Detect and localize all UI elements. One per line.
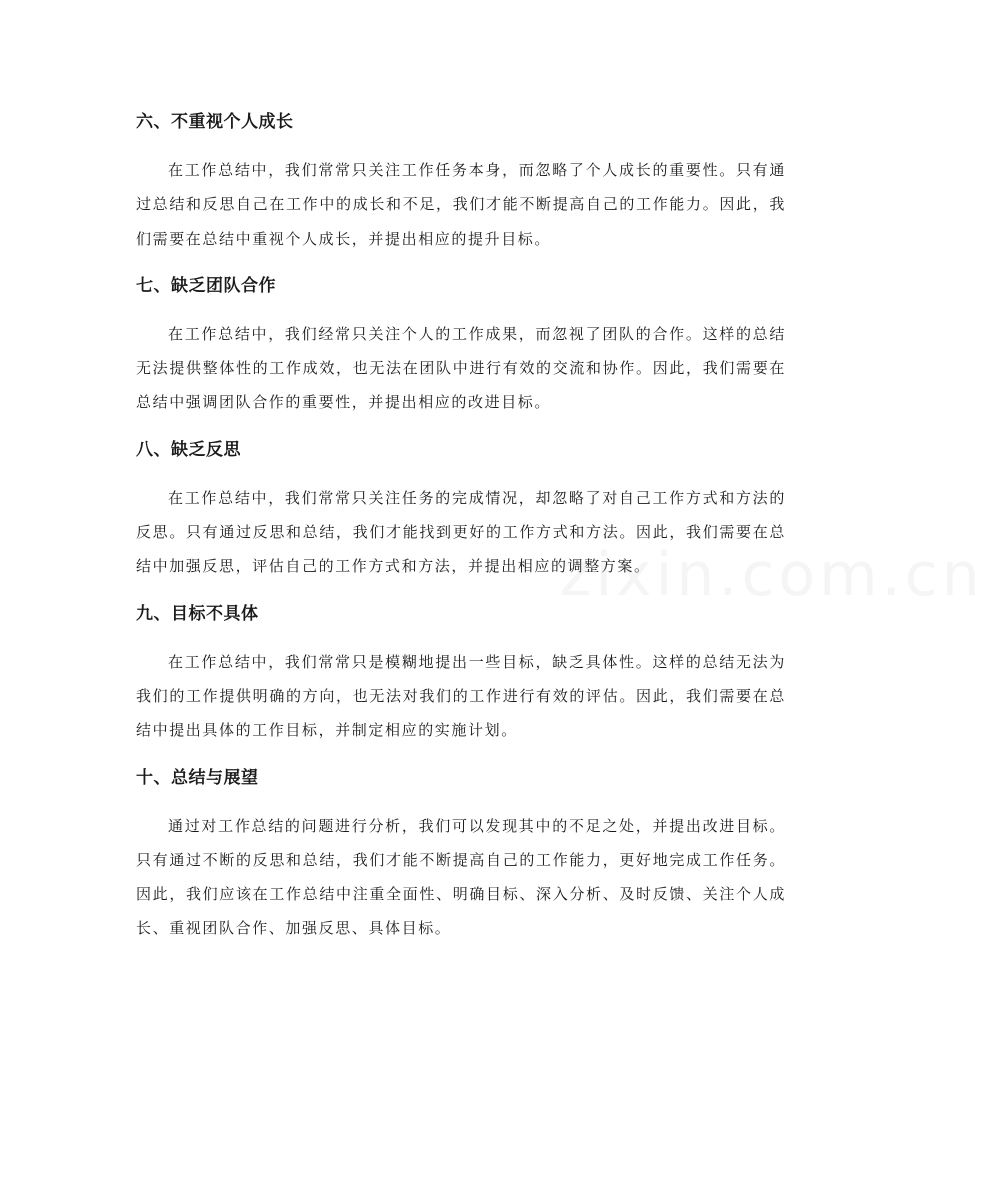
section-reflection xyxy=(136,432,786,584)
section-teamwork xyxy=(136,268,786,420)
section-paragraph: 在工作总结中，我们常常只关注任务的完成情况，却忽略了对自己工作方式和方法的反思。只有通过反思和总结，我们才能找到更好的工作方式和方法。因此，我们需要在总结中加强反思，评估自己的工作方式和方法，并提出相应的调整方案。 xyxy=(136,488,786,576)
section-paragraph: 在工作总结中，我们经常只关注个人的工作成果，而忽视了团队的合作。这样的总结无法提供整体性的工作成效，也无法在团队中进行有效的交流和协作。因此，我们需要在总结中强调团队合作的重要性，并提出相应的改进目标。 xyxy=(136,324,786,412)
section-paragraph: 在工作总结中，我们常常只关注工作任务本身，而忽略了个人成长的重要性。只有通过总结和反思自己在工作中的成长和不足，我们才能不断提高自己的工作能力。因此，我们需要在总结中重视个人成长，并提出相应的提升目标。 xyxy=(136,161,786,248)
section-heading: 八、缺乏反思 xyxy=(136,439,241,460)
section-paragraph: 在工作总结中，我们常常只是模糊地提出一些目标，缺乏具体性。这样的总结无法为我们的工作提供明确的方向，也无法对我们的工作进行有效的评估。因此，我们需要在总结中提出具体的工作目标，并制定相应的实施计划。 xyxy=(136,652,786,740)
watermark: zixin.com.cn xyxy=(560,540,984,610)
section-heading: 七、缺乏团队合作 xyxy=(136,275,276,296)
section-heading: 九、目标不具体 xyxy=(136,603,259,624)
document-content xyxy=(136,104,786,958)
section-heading: 十、总结与展望 xyxy=(136,767,259,788)
section-heading: 六、不重视个人成长 xyxy=(136,112,294,132)
section-summary-outlook xyxy=(136,760,786,946)
section-paragraph: 通过对工作总结的问题进行分析，我们可以发现其中的不足之处，并提出改进目标。只有通过不断的反思和总结，我们才能不断提高自己的工作能力，更好地完成工作任务。因此，我们应该在工作总结中注重全面性、明确目标、深入分析、及时反馈、关注个人成长、重视团队合作、加强反思、具体目标。 xyxy=(136,816,786,938)
section-personal-growth xyxy=(136,104,786,256)
section-specific-goals xyxy=(136,596,786,748)
